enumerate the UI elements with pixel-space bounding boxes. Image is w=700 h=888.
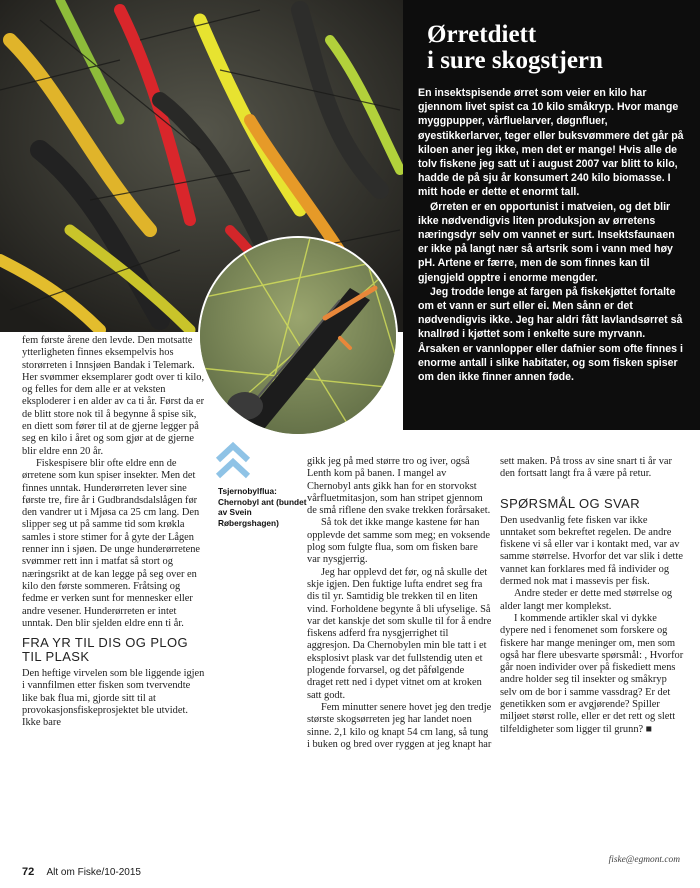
intro-text — [418, 86, 686, 384]
body-paragraph: Den heftige virvelen som ble liggende igjen i vannfilmen etter fisken som tvervendte like bak flua mi, gjorde sitt til at provokasjonsfiskeprosjektet ble utvidet. Ikke bare — [22, 668, 205, 729]
subheading: FRA YR TIL DIS OG PLOG TIL PLASK — [22, 635, 189, 665]
body-paragraph: Den usedvanlig fete fisken var ikke unntaket som bekreftet regelen. De andre fiskene vi så eller var i kontakt med, var av samme størrelse. Hvorfor det var slik i dette vannet kan forklares med få individer og dermed nok mat i massevis per fisk. — [500, 514, 683, 588]
fly-closeup-photo — [200, 238, 396, 434]
chevron-up-icon — [214, 440, 252, 482]
column-3 — [500, 456, 685, 736]
page-footer — [22, 866, 141, 878]
photo-caption — [218, 486, 310, 528]
body-paragraph: gikk jeg på med større tro og iver, også Lenth kom på banen. I mangel av Chernobyl ants gikk han for en storvokst vårfluetmitasjon, som han stripet gjennom de små riflene den svake trekken forårsaket. — [307, 456, 491, 517]
title-line-2: i sure skogstjern — [427, 47, 603, 74]
caption-text: Chernobyl ant (bundet av Svein Røbergshagen) — [218, 496, 307, 528]
subheading: SPØRSMÅL OG SVAR — [500, 495, 641, 511]
page-number: 72 — [22, 866, 35, 878]
caption-title: Tsjernobylflua: — [218, 486, 277, 496]
body-paragraph: Fiskespisere blir ofte eldre enn de ørretene som kun spiser insekter. Men det finnes unntak. Hunderørreten lever sine første tre, fire år i Gudbrandsdalslågen før den vandrer ut i Mjøsa ca 25 cm lang. Den slipper seg ut på samme tid som krøkla samles i store stimer for å gyte der Lågen renner inn i sjøen. De unge hunderørretene svømmer rett inn i matfat så stort og næringsrikt at de kan legge på seg over en kilo den første sommeren. Fråtsing og fedme er verken sunt for mennesker eller andre vesener. Hunderørreten er intet unntak. Den blir sjelden eldre enn ti år. — [22, 457, 201, 629]
column-2 — [307, 456, 492, 751]
body-paragraph: I kommende artikler skal vi dykke dypere ned i fenomenet som forskere og fiskere har mange meninger om, men som også har flere ubesvarte spørsmål: , Hvorfor går noen individer over på fiskediett mens andre holder seg til insekter og småkryp selv om de bor i samme vassdrag? Er det genetikken som er avgjørende? Spiller miljøet størst rolle, eller er det rett og slett tilfeldigheter som ligger til grunn? ■ — [500, 612, 684, 735]
body-paragraph: Så tok det ikke mange kastene før han opplevde det samme som meg; en voksende plog som fulgte flua, som om fisken bare var nysgjerrig. — [307, 517, 490, 566]
body-paragraph: fem første årene den levde. Den motsatte ytterligheten finnes eksempelvis hos storørreten i Innsjøen Bandak i Telemark. Her svømmer eksemplarer godt over ti kilo, og felles for dem alle er at veksten eksploderer i en alder av ca ti år. Først da er de blitt store nok til å begynne å spise sik, en diett som fører til at de gjerne legger på seg en kilo i året og som gjør at de gjerne blir eldre enn 20 år. — [22, 335, 205, 457]
article-title — [427, 22, 700, 74]
title-line-1: Ørretdiett — [427, 21, 537, 48]
column-1 — [22, 335, 206, 730]
body-paragraph: Fem minutter senere hovet jeg den tredje største skogsørreten jeg har landet noen sinne. 2,1 kilo og knapt 54 cm lang, så tung i buken og bred over ryggen at jeg knapt har — [307, 701, 492, 750]
intro-paragraph: En insektspisende ørret som veier en kilo har gjennom livet spist ca 10 kilo småkryp. Hvor mange myggpupper, vårfluelarver, døgnfluer, øyestikkerlarver, teger eller buksvømmere det går på kiloen aner jeg ikke, men det er mange! Hvis alle de tolv fiskene jeg satt ut i august 2007 var blitt to kilo, hadde de på sju år konsumert 240 kilo biomasse. I mitt hode er dette et enormt tall. — [418, 87, 684, 199]
body-paragraph: sett maken. På tross av sine snart ti år var den fortsatt langt fra å være på retur. — [500, 456, 672, 480]
intro-paragraph: Ørreten er en opportunist i matveien, og det blir ikke nødvendigvis liten produksjon av ørretens næringsdyr selv om vannet er surt. Insektsfaunaen er ikke på langt nær så artsrik som i vann med høy pH. Artene er færre, men de som finnes kan til gjengjeld opptre i enorme mengder. — [418, 200, 675, 284]
body-paragraph: Andre steder er dette med størrelse og alder langt mer komplekst. — [500, 588, 673, 612]
author-email: fiske@egmont.com — [608, 855, 680, 865]
magazine-issue: Alt om Fiske/10-2015 — [46, 867, 141, 878]
body-paragraph: Jeg har opplevd det før, og nå skulle det skje igjen. Den fuktige lufta endret seg fra dis til yr. Samtidig ble trekken til en liten vind. Forholdene begynte å bli ufyselige. Så var det kanskje det som skulle til for å endre fiskens adferd fra nysgjerrighet til aggresjon. Da Chernobylen min ble tatt i et eksplosivt plask var det fullstendig uten et plogende forvarsel, og det påfølgende draget rett ned i dypet vitnet om at kroken satt godt. — [307, 566, 492, 701]
title-box — [403, 0, 700, 430]
intro-paragraph: Jeg trodde lenge at fargen på fiskekjøttet fortalte om et vann er surt eller ei. Men sånn er det nødvendigvis ikke. Jeg har aldri fått lavlandsørret så knallrød i kjøttet som i enkelte sure myrvann. Årsaken er vannlopper eller dafnier som ofte finnes i enorme antall i slike habitater, og som fisken spiser om den ikke finner annen føde. — [418, 285, 683, 384]
